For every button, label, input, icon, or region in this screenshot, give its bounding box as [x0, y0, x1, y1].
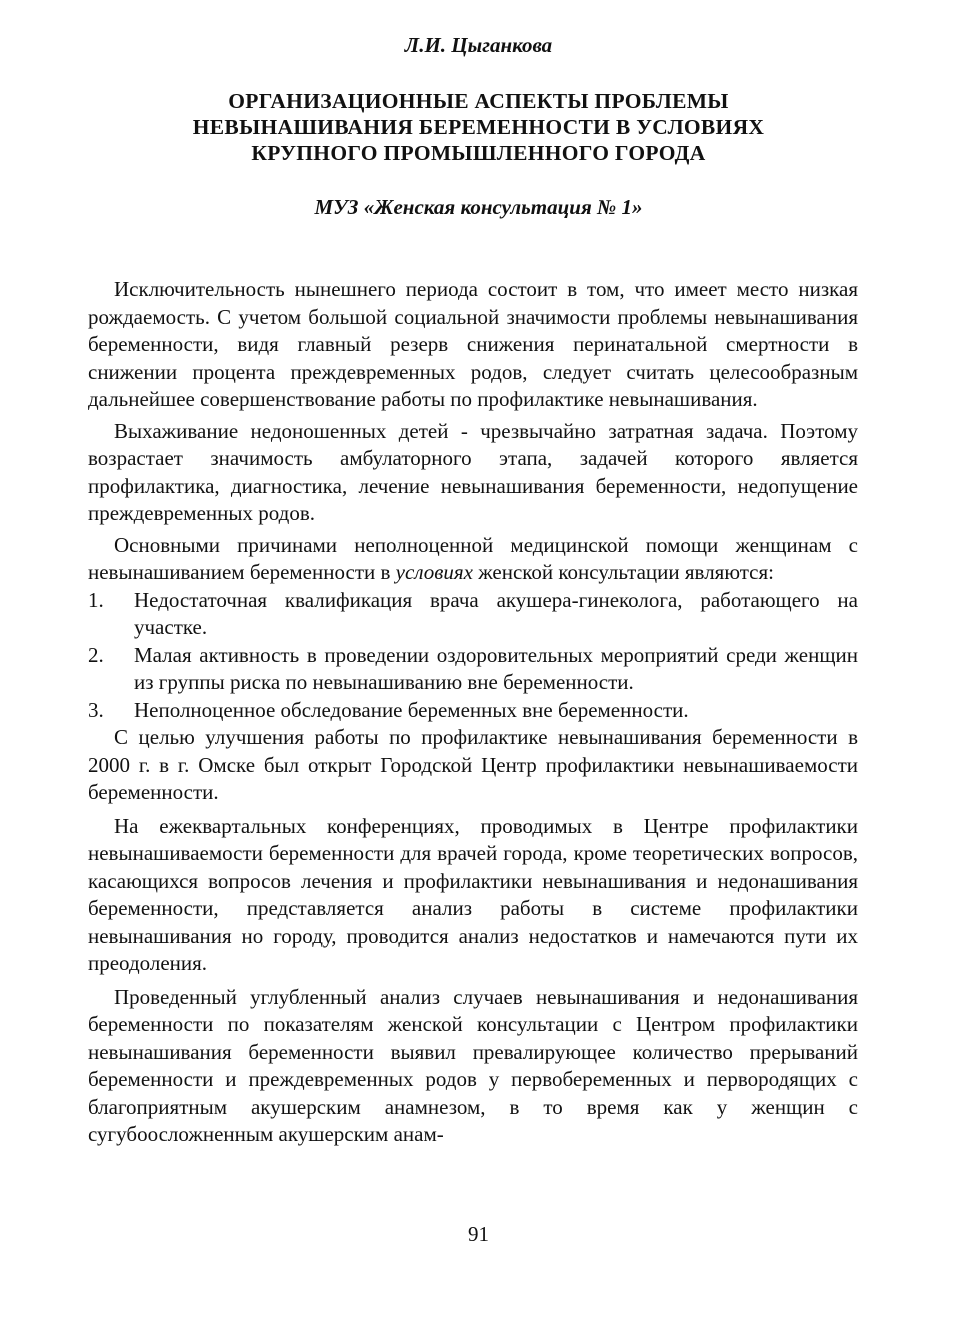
list-item: [88, 587, 858, 642]
paragraph-3-text-end: женской консультации являются:: [472, 560, 774, 584]
paragraph-3-italic-word: условиях: [395, 560, 473, 584]
causes-list: [88, 587, 858, 725]
institution-name: МУЗ «Женская консультация № 1»: [314, 195, 643, 219]
article-title: [110, 88, 847, 166]
paragraph-6: Проведенный углубленный анализ случаев невынашивания и недонашивания беременности по показателям женской консультации с Центром профилактики невынашивания беременности выявил превалирующее количество прерываний беременности и преждевременных родов у первобеременных и первородящих с благоприятным акушерским анамнезом, в то время как у женщин с сугубоосложненным акушерским анам-: [88, 984, 858, 1146]
article-body: [88, 276, 858, 1149]
list-item: [88, 642, 858, 697]
paragraph-4: С целью улучшения работы по профилактике невынашивания беременности в 2000 г. в г. Омске был открыт Городской Центр профилактики невынашиваемости беременности.: [88, 725, 858, 804]
page-number: 91: [468, 1222, 489, 1246]
list-item-text: Неполноценное обследование беременных вне беременности.: [134, 697, 689, 722]
list-item-text: Недостаточная квалификация врача акушера-гинеколога, работающего на участке.: [134, 587, 858, 639]
paragraph-3: [88, 532, 858, 587]
title-line-2: НЕВЫНАШИВАНИЯ БЕРЕМЕННОСТИ В УСЛОВИЯХ: [192, 115, 765, 139]
paragraph-1: Исключительность нынешнего периода состоит в том, что имеет место низкая рождаемость. С учетом большой социальной значимости проблемы невынашивания беременности, видя главный резерв снижения перинатальной смертности в снижении процента преждевременных родов, следует считать целесообразным дальнейшее совершенствование работы по профилактике невынашивания.: [88, 277, 858, 411]
title-line-3: КРУПНОГО ПРОМЫШЛЕННОГО ГОРОДА: [251, 141, 706, 165]
paragraph-2: Выхаживание недоношенных детей - чрезвычайно затратная задача. Поэтому возрастает значимость амбулаторного этапа, задачей которого является профилактика, диагностика, лечение невынашивания беременности, недопущение преждевременных родов.: [88, 418, 858, 525]
paragraph-3-text-start: Основными причинами неполноценной медицинской помощи женщинам с невынашиванием беременности в: [88, 532, 858, 584]
list-item-text: Малая активность в проведении оздоровительных мероприятий среди женщин из группы риска по невынашиванию вне беременности.: [134, 642, 858, 694]
title-line-1: ОРГАНИЗАЦИОННЫЕ АСПЕКТЫ ПРОБЛЕМЫ: [228, 89, 729, 113]
author-name: Л.И. Цыганкова: [404, 33, 553, 57]
list-item-number: 2.: [88, 642, 104, 667]
list-item-number: 3.: [88, 697, 104, 722]
paragraph-5: На ежеквартальных конференциях, проводимых в Центре профилактики невынашиваемости беременности для врачей города, кроме теоретических вопросов, касающихся вопросов лечения и профилактики невынашивания и недонашивания беременности, представляется анализ работы в системе профилактики невынашивания но городу, проводится анализ недостатков и намечаются пути их преодоления.: [88, 813, 858, 975]
list-item-number: 1.: [88, 587, 104, 612]
list-item: [88, 697, 858, 725]
